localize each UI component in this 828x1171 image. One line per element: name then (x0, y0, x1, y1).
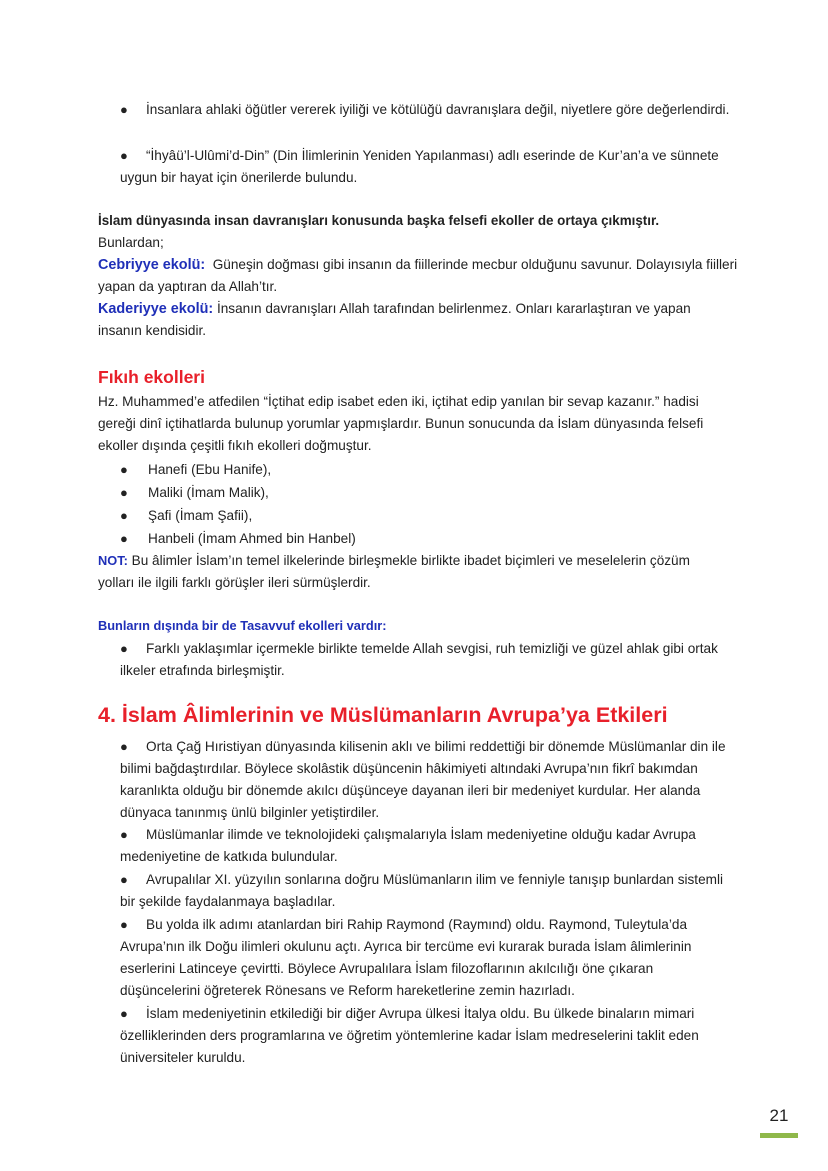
schools-heading: İslam dünyasında insan davranışları konusunda başka felsefi ekoller de ortaya çıkmıştır. (98, 213, 660, 228)
section-4-heading: 4. İslam Âlimlerinin ve Müslümanların Avrupa’ya Etkileri (98, 703, 668, 727)
page-number-underline (760, 1133, 798, 1138)
bullet-text: Maliki (İmam Malik), (148, 485, 269, 500)
cebriyye-text: Güneşin doğması gibi insanın da fiillerinde mecbur olduğunu savunur. Dolayısıyla fiilleri yapan da yaptıran da Allah’tır. (98, 257, 738, 294)
kaderiyye-paragraph (98, 298, 738, 342)
list-item (120, 506, 735, 526)
kaderiyye-label: Kaderiyye ekolü: (98, 301, 214, 317)
list-item (120, 529, 735, 549)
bullet-text: Müslümanlar ilimde ve teknolojideki çalışmalarıyla İslam medeniyetine olduğu kadar Avrupa medeniyetine de katkıda bulundular. (120, 827, 696, 864)
list-item (120, 145, 735, 189)
bullet-icon: ● (120, 102, 128, 117)
note-label: NOT: (98, 553, 128, 568)
list-item (120, 914, 735, 1002)
bullet-icon: ● (120, 827, 128, 842)
bullet-text: Şafi (İmam Şafii), (148, 508, 253, 523)
list-item (120, 460, 735, 480)
bullet-icon: ● (120, 872, 128, 887)
schools-intro: Bunlardan; (98, 235, 164, 250)
bullet-icon: ● (120, 508, 128, 523)
kaderiyye-text: İnsanın davranışları Allah tarafından belirlenmez. Onları kararlaştıran ve yapan insanın kendisidir. (98, 301, 691, 338)
bullet-icon: ● (120, 917, 128, 932)
bullet-icon: ● (120, 641, 128, 656)
bullet-text: Avrupalılar XI. yüzyılın sonlarına doğru Müslümanların ilim ve fenniyle tanışıp bunlardan sistemli bir şekilde faydalanmaya başladılar. (120, 872, 724, 909)
bullet-icon: ● (120, 1006, 128, 1021)
bullet-icon: ● (120, 148, 128, 163)
fikih-paragraph: Hz. Muhammed’e atfedilen “İçtihat edip isabet eden iki, içtihat edip yanılan bir sevap kazanır.” hadisi gereği dinî içtihatlarda bulunup yorumlar yapmışlardır. Bunun sonucunda da İslam dünyasında felsefi ekoller dışında çeşitli fıkıh ekolleri doğmuştur. (98, 394, 704, 453)
list-item (120, 638, 735, 682)
tasavvuf-heading: Bunların dışında bir de Tasavvuf ekolleri vardır: (98, 618, 387, 633)
bullet-text: “İhyâü’l-Ulûmi’d-Din” (Din İlimlerinin Yeniden Yapılanması) adlı eserinde de Kur’an’a ve sünnete uygun bir hayat için önerilerde bulundu. (120, 148, 719, 185)
cebriyye-label: Cebriyye ekolü: (98, 257, 206, 273)
bullet-text: İslam medeniyetinin etkilediği bir diğer Avrupa ülkesi İtalya oldu. Bu ülkede binaların mimari özelliklerinden ders programlarına ve öğretim yöntemlerine kadar İslam medreselerini taklit eden üniversiteler kuruldu. (120, 1006, 699, 1065)
cebriyye-paragraph (98, 254, 738, 298)
bullet-text: Hanefi (Ebu Hanife), (148, 462, 272, 477)
bullet-icon: ● (120, 462, 128, 477)
note-paragraph (98, 550, 728, 594)
bullet-icon: ● (120, 739, 128, 754)
page-number: 21 (769, 1106, 789, 1125)
note-text: Bu âlimler İslam’ın temel ilkelerinde birleşmekle birlikte ibadet biçimleri ve meselelerin çözüm yolları ile ilgili farklı görüşler ileri sürmüşlerdir. (98, 553, 690, 590)
list-item (120, 1003, 735, 1069)
bullet-text: Farklı yaklaşımlar içermekle birlikte temelde Allah sevgisi, ruh temizliği ve güzel ahlak gibi ortak ilkeler etrafında birleşmiştir. (120, 641, 718, 678)
list-item (120, 824, 735, 868)
list-item (120, 99, 735, 121)
list-item (120, 483, 735, 503)
bullet-text: İnsanlara ahlaki öğütler vererek iyiliği ve kötülüğü davranışlara değil, niyetlere göre değerlendirdi. (146, 102, 730, 117)
list-item (120, 736, 735, 824)
bullet-icon: ● (120, 531, 128, 546)
bullet-text: Bu yolda ilk adımı atanlardan biri Rahip Raymond (Raymınd) oldu. Raymond, Tuleytula’da Avrupa’nın ilk Doğu ilimleri okulunu açtı. Ayrıca bir tercüme evi kurarak burada İslam âlimlerinin eserlerini Latinceye çevirtti. Böylece Avrupalılara İslam filozoflarının akılcılığı öne çıkaran düşüncelerini öğreterek Rönesans ve Reform hareketlerine zemin hazırladı. (120, 917, 692, 998)
list-item (120, 869, 735, 913)
fikih-heading: Fıkıh ekolleri (98, 367, 205, 387)
bullet-icon: ● (120, 485, 128, 500)
bullet-text: Orta Çağ Hıristiyan dünyasında kilisenin aklı ve bilimi reddettiği bir dönemde Müslümanlar din ile bilimi bağdaştırdılar. Böylece skolâstik düşüncenin hâkimiyeti altındaki Avrupa’nın fikrî bakımdan karanlıkta olduğu bir dönemde akılcı düşünceye dayanan ileri bir medeniyet kurdular. Her alanda dünyaca tanınmış ünlü bilginler yetiştirdiler. (120, 739, 726, 820)
bullet-text: Hanbeli (İmam Ahmed bin Hanbel) (148, 531, 356, 546)
